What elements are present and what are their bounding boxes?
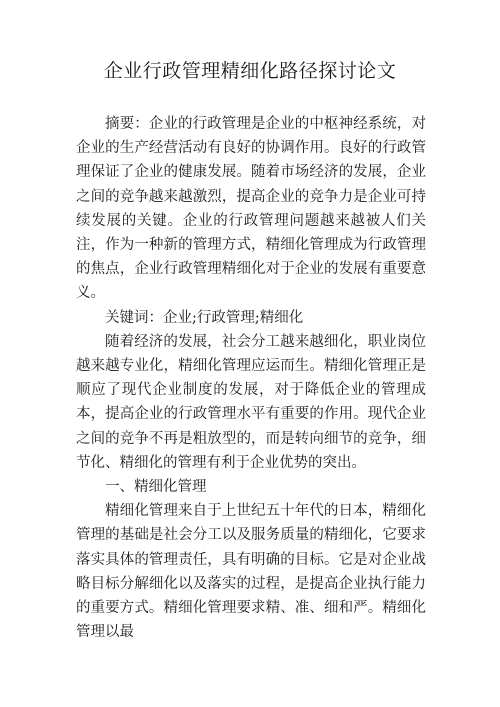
document-body (76, 112, 426, 644)
section-paragraph: 精细化管理来自于上世纪五十年代的日本，精细化管理的基础是社会分工以及服务质量的精细化，它要求落实具体的管理责任，具有明确的目标。它是对企业战略目标分解细化以及落实的过程，是提高企业执行能力的重要方式。精细化管理要求精、准、细和严。精细化管理以最 (76, 503, 426, 641)
section-heading: 一、精细化管理 (105, 479, 207, 496)
intro-paragraph: 随着经济的发展，社会分工越来越细化，职业岗位越来越专业化，精细化管理应运而生。精细化管理正是顺应了现代企业制度的发展，对于降低企业的管理成本，提高企业的行政管理水平有重要的作用。现代企业之间的竞争不再是粗放型的，而是转向细节的竞争，细节化、精细化的管理有利于企业优势的突出。 (76, 333, 426, 471)
document-title: 企业行政管理精细化路径探讨论文 (103, 60, 397, 82)
abstract-paragraph: 摘要：企业的行政管理是企业的中枢神经系统，对企业的生产经营活动有良好的协调作用。良好的行政管理保证了企业的健康发展。随着市场经济的发展，企业之间的竞争越来越激烈，提高企业的竞争力是企业可持续发展的关键。企业的行政管理问题越来越被人们关注，作为一种新的管理方式，精细化管理成为行政管理的焦点，企业行政管理精细化对于企业的发展有重要意义。 (76, 116, 426, 302)
keywords-paragraph: 关键词：企业;行政管理;精细化 (105, 309, 304, 326)
